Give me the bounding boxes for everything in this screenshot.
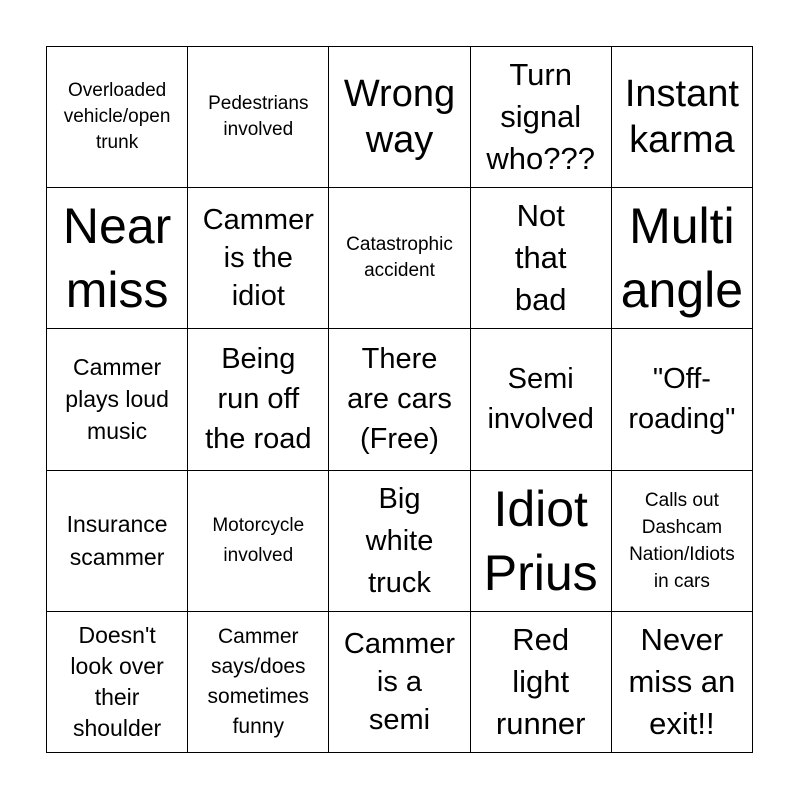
bingo-cell[interactable] (47, 329, 188, 470)
bingo-cell[interactable] (471, 47, 612, 188)
bingo-cell[interactable] (188, 329, 329, 470)
bingo-cell-text: Red light runner (495, 621, 586, 741)
bingo-cell[interactable] (188, 471, 329, 612)
bingo-cell[interactable] (612, 471, 753, 612)
bingo-cell[interactable] (329, 329, 470, 470)
bingo-cell[interactable] (471, 471, 612, 612)
bingo-cell-text: Cammer says/does sometimes funny (207, 624, 310, 738)
bingo-cell[interactable] (329, 188, 470, 329)
bingo-cell[interactable] (329, 47, 470, 188)
bingo-cell-text: Not that bad (514, 198, 567, 318)
bingo-cell-text: Being run off the road (205, 343, 312, 456)
bingo-cell[interactable] (47, 471, 188, 612)
bingo-cell-text: Motorcycle involved (212, 514, 305, 566)
bingo-cell[interactable] (329, 612, 470, 753)
bingo-cell-text: Turn signal who??? (486, 57, 595, 177)
bingo-cell-text: Cammer is the idiot (202, 204, 314, 313)
bingo-cell-text: Calls out Dashcam Nation/Idiots in cars (629, 489, 735, 592)
bingo-cell-text: Big white truck (365, 482, 434, 599)
bingo-cell[interactable] (612, 329, 753, 470)
bingo-cell-text: There are cars (Free) (347, 343, 452, 456)
bingo-cell[interactable] (471, 329, 612, 470)
bingo-cell-text: Overloaded vehicle/open trunk (63, 80, 171, 154)
bingo-cell-text: Instant karma (624, 73, 739, 162)
bingo-cell-text: Wrong way (343, 73, 456, 162)
bingo-cell-text: Multi angle (620, 198, 744, 319)
bingo-cell[interactable] (471, 188, 612, 329)
bingo-cell-text: Catastrophic accident (346, 234, 453, 282)
bingo-cell-text: Semi involved (487, 363, 594, 436)
bingo-cell[interactable] (471, 612, 612, 753)
bingo-cell[interactable] (188, 612, 329, 753)
bingo-cell[interactable] (612, 188, 753, 329)
bingo-cell-text: Near miss (62, 198, 172, 319)
bingo-board (46, 46, 753, 753)
bingo-cell-text: Idiot Prius (483, 480, 598, 601)
bingo-cell[interactable] (47, 188, 188, 329)
bingo-cell-text: Cammer is a semi (343, 627, 456, 736)
bingo-cell[interactable] (47, 47, 188, 188)
bingo-cell-text: Insurance scammer (66, 510, 168, 570)
bingo-cell-text: Cammer plays loud music (65, 354, 169, 445)
bingo-cell[interactable] (612, 47, 753, 188)
bingo-cell[interactable] (188, 188, 329, 329)
bingo-cell[interactable] (329, 471, 470, 612)
bingo-cell-text: Never miss an exit!! (628, 621, 736, 741)
bingo-cell-text: "Off- roading" (628, 363, 736, 436)
bingo-cell[interactable] (612, 612, 753, 753)
bingo-cell-text: Pedestrians involved (208, 93, 309, 141)
bingo-cell[interactable] (47, 612, 188, 753)
bingo-cell[interactable] (188, 47, 329, 188)
bingo-cell-text: Doesn't look over their shoulder (70, 621, 164, 741)
